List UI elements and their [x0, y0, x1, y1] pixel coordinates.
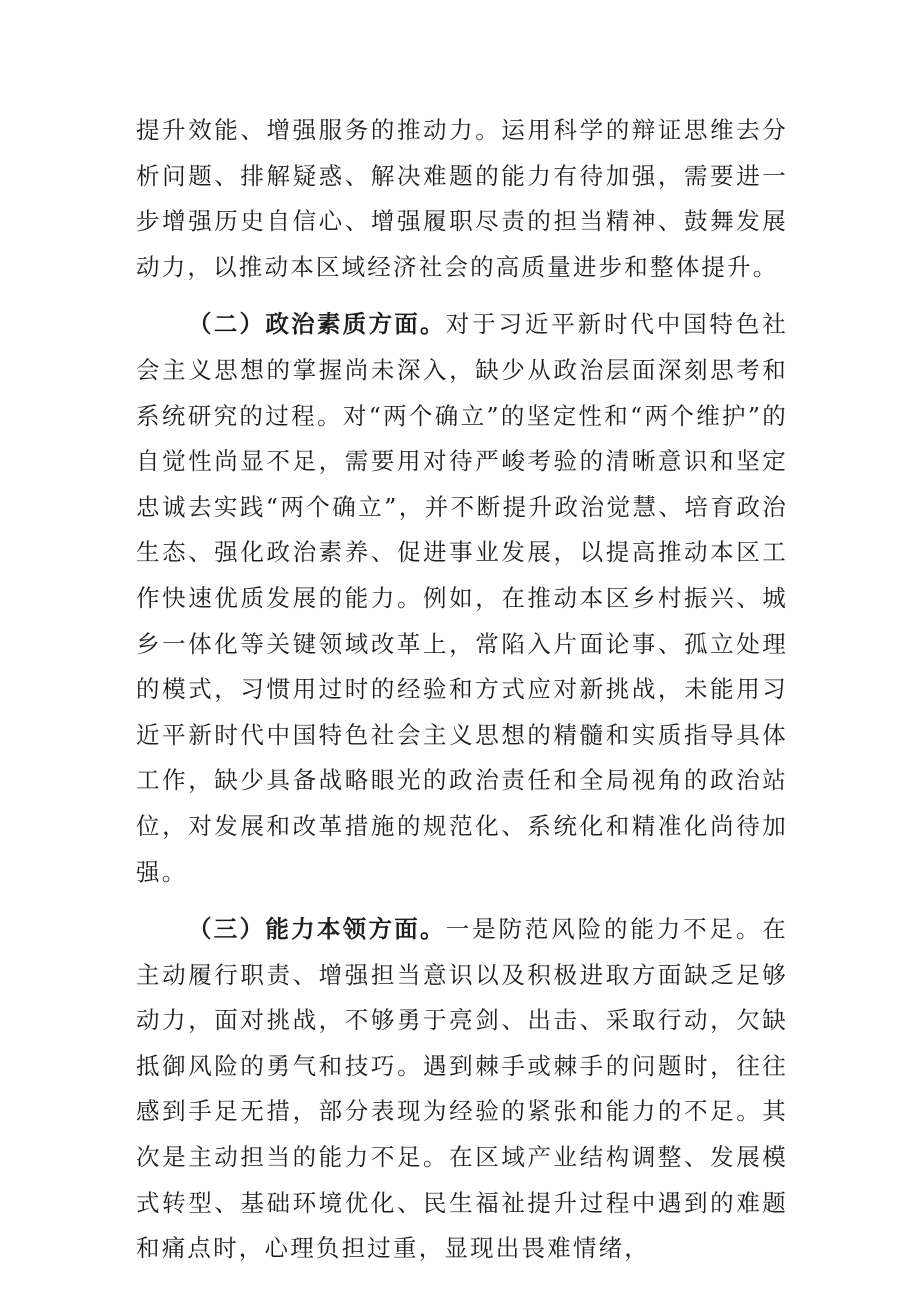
section-heading-political-quality: （二）政治素质方面。: [188, 310, 446, 339]
paragraph-ability: [136, 907, 788, 1272]
paragraph-text: 提升效能、增强服务的推动力。运用科学的辩证思维去分析问题、排解疑惑、解决难题的能力有待加强，需要进一步增强历史自信心、增强履职尽责的担当精神、鼓舞发展动力，以推动本区域经济社会的高质量进步和整体提升。: [136, 116, 788, 281]
section-heading-ability: （三）能力本领方面。: [188, 915, 446, 944]
document-body: [136, 108, 788, 1272]
paragraph-text: 一是防范风险的能力不足。在主动履行职责、增强担当意识以及积极进取方面缺乏足够动力，面对挑战，不够勇于亮剑、出击、采取行动，欠缺抵御风险的勇气和技巧。遇到棘手或棘手的问题时，往往感到手足无措，部分表现为经验的紧张和能力的不足。其次是主动担当的能力不足。在区域产业结构调整、发展模式转型、基础环境优化、民生福祉提升过程中遇到的难题和痛点时，心理负担过重，显现出畏难情绪，: [136, 915, 789, 1263]
paragraph-continued: [136, 108, 788, 290]
paragraph-text: 对于习近平新时代中国特色社会主义思想的掌握尚未深入，缺少从政治层面深刻思考和系统研究的过程。对“两个确立”的坚定性和“两个维护”的自觉性尚显不足，需要用对待严峻考验的清晰意识和坚定忠诚去实践“两个确立”，并不断提升政治觉慧、培育政治生态、强化政治素养、促进事业发展，以提高推动本区工作快速优质发展的能力。例如，在推动本区乡村振兴、城乡一体化等关键领域改革上，常陷入片面论事、孤立处理的模式，习惯用过时的经验和方式应对新挑战，未能用习近平新时代中国特色社会主义思想的精髓和实质指导具体工作，缺少具备战略眼光的政治责任和全局视角的政治站位，对发展和改革措施的规范化、系统化和精准化尚待加强。: [136, 310, 789, 886]
paragraph-political-quality: [136, 302, 788, 895]
